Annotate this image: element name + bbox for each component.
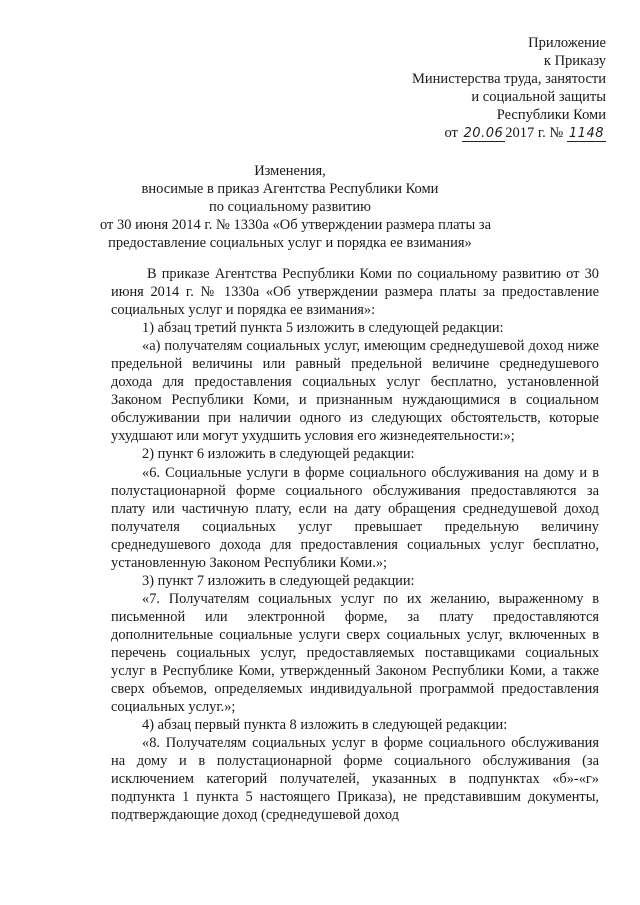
amendment-text-3: «7. Получателям социальных услуг по их желанию, выраженному в письменной или электронной форме, за плату предоставляются дополнительные социальные услуги сверх социальных услуг, включенных в перечень социальных услуг, предоставляемых поставщиками социальных услуг в Республике Коми, утвержденный Законом Республики Коми, а также сверх объемов, определяемых индивидуальной программой предоставления социальных услуг.»;: [111, 590, 599, 716]
document-body: [111, 265, 599, 824]
document-title: [100, 162, 492, 252]
date-suffix: 2017 г. №: [505, 125, 564, 141]
intro-paragraph: В приказе Агентства Республики Коми по социальному развитию от 30 июня 2014 г. № 1330а «Об утверждении размера платы за предоставление социальных услуг и порядка ее взимания»:: [111, 266, 599, 319]
handwritten-date: 20.06: [463, 126, 504, 141]
appendix-label: Приложение: [528, 35, 606, 51]
amendment-item-1: 1) абзац третий пункта 5 изложить в следующей редакции:: [142, 320, 504, 337]
amendment-text-2: «6. Социальные услуги в форме социального обслуживания на дому и в полустационарной форме социального обслуживания предоставляются за плату или частичную плату, если на дату обращения среднедушевой доход получателя социальных услуг превышает предельную величину среднедушевого дохода для предоставления социальных услуг бесплатно, установленную Законом Республики Коми.»;: [111, 464, 599, 571]
ministry-name-line-1: Министерства труда, занятости: [412, 71, 606, 87]
title-line-1: Изменения,: [254, 163, 326, 179]
ministry-name-line-2: и социальной защиты: [471, 89, 606, 105]
title-line-2: вносимые в приказ Агентства Республики Коми: [141, 181, 439, 197]
amendment-item-4: 4) абзац первый пункта 8 изложить в следующей редакции:: [142, 717, 508, 734]
republic-name: Республики Коми: [496, 107, 606, 123]
appendix-header: [346, 34, 606, 142]
date-prefix: от: [444, 125, 458, 141]
amendment-item-2: 2) пункт 6 изложить в следующей редакции:: [142, 446, 415, 463]
handwritten-order-number: 1148: [568, 126, 604, 141]
amendment-item-3: 3) пункт 7 изложить в следующей редакции:: [142, 572, 415, 589]
title-line-3: по социальному развитию: [209, 199, 371, 215]
amendment-text-4: «8. Получателям социальных услуг в форме социального обслуживания на дому и в полустационарной форме социального обслуживания (за исключением категорий получателей, указанных в подпунктах «б»-«г» подпункта 1 пункта 5 настоящего Приказа), не представившим документы, подтверждающие доход (среднедушевой доход: [111, 735, 599, 824]
amendment-text-1: «а) получателям социальных услуг, имеющим среднедушевой доход ниже предельной величины или равный предельной величине среднедушевого дохода для предоставления социальных услуг бесплатно, установленной Законом Республики Коми, и признанным нуждающимися в социальном обслуживании при наличии одного из следующих обстоятельств, которые ухудшают или могут ухудшить условия его жизнедеятельности:»;: [111, 338, 599, 445]
title-line-4: от 30 июня 2014 г. № 1330а «Об утверждении размера платы за: [100, 217, 492, 233]
order-reference: к Приказу: [543, 53, 606, 69]
title-line-5: предоставление социальных услуг и порядка ее взимания»: [108, 235, 472, 251]
order-date-line: [346, 124, 606, 142]
